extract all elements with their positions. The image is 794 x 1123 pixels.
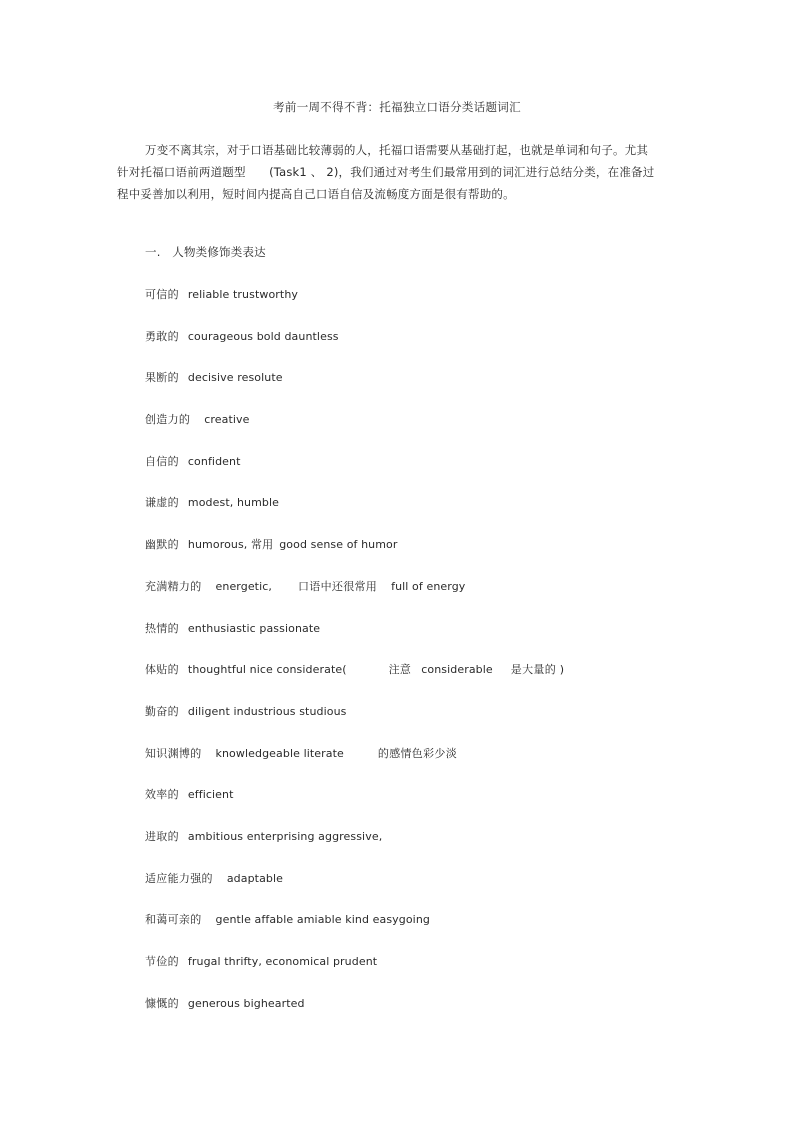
vocab-term-zh: 勤奋的 xyxy=(145,704,179,718)
vocab-term-en: ambitious enterprising aggressive, xyxy=(187,829,383,843)
vocab-term-en: adaptable xyxy=(226,871,284,885)
vocab-term-en: confident xyxy=(187,454,241,468)
vocab-term-en: energetic, xyxy=(215,579,272,593)
vocab-tail: 是大量的 ) xyxy=(510,663,565,677)
vocab-extra-zh: 的感情色彩少淡 xyxy=(377,746,458,760)
vocab-term-en: enthusiastic passionate xyxy=(187,621,321,635)
vocab-term-en: thoughtful nice considerate( xyxy=(187,663,347,677)
vocab-term-en: decisive resolute xyxy=(187,371,283,385)
vocab-term-zh: 慷慨的 xyxy=(145,996,179,1010)
vocab-term-zh: 节俭的 xyxy=(145,955,179,968)
vocab-term-en: generous bighearted xyxy=(187,996,305,1010)
vocab-term-en: reliable trustworthy xyxy=(187,288,299,301)
intro-paragraph: 万变不离其宗，对于口语基础比较薄弱的人，托福口语需要从基础打起，也就是单词和句子。尤其针对托福口语前两道题型 (Task1 、 2)，我们通过对考生们最常用到的词汇进行总结分类，在准备过程中妥善加以利用，短时间内提高自己口语自信及流畅度方面是很有帮助的。 xyxy=(117,143,655,201)
vocab-extra-zh: 口语中还很常用 xyxy=(298,579,378,593)
vocab-item xyxy=(145,412,564,454)
vocab-item xyxy=(145,621,564,663)
vocab-term-zh: 勇敢的 xyxy=(145,329,179,343)
vocab-term-zh: 知识渊博的 xyxy=(145,746,202,760)
vocab-extra-en: full of energy xyxy=(391,579,466,593)
vocab-term-zh: 和蔼可亲的 xyxy=(145,913,202,927)
vocab-item xyxy=(145,996,564,1038)
page-title: 考前一周不得不背：托福独立口语分类话题词汇 xyxy=(273,100,521,114)
vocab-item xyxy=(145,704,564,746)
vocab-term-zh: 热情的 xyxy=(145,621,179,635)
vocab-item xyxy=(145,829,564,871)
vocab-item xyxy=(145,954,564,996)
vocab-item xyxy=(145,537,564,579)
vocab-term-en: diligent industrious studious xyxy=(187,704,347,718)
vocab-term-zh: 创造力的 xyxy=(145,413,191,427)
vocab-item xyxy=(145,662,564,704)
vocab-term-en: frugal thrifty, economical prudent xyxy=(187,955,378,968)
vocab-item xyxy=(145,495,564,537)
vocab-item xyxy=(145,454,564,496)
vocab-term-zh: 进取的 xyxy=(145,829,179,843)
vocab-term-en: creative xyxy=(204,413,250,427)
vocab-term-en: modest, humble xyxy=(187,496,280,510)
vocab-extra-en: good sense of humor xyxy=(279,538,398,552)
vocab-item xyxy=(145,329,564,371)
vocab-item xyxy=(145,579,564,621)
vocab-item xyxy=(145,746,564,788)
vocab-item xyxy=(145,787,564,829)
vocab-extra-zh: 注意 xyxy=(388,663,412,677)
vocab-term-en: courageous bold dauntless xyxy=(187,329,339,343)
vocab-term-zh: 幽默的 xyxy=(145,538,179,552)
vocab-term-zh: 谦虚的 xyxy=(145,496,179,510)
vocab-list xyxy=(145,287,564,1037)
vocab-extra-en: considerable xyxy=(421,663,493,677)
vocab-term-en: knowledgeable literate xyxy=(215,746,344,760)
vocab-item xyxy=(145,370,564,412)
vocab-item xyxy=(145,287,564,329)
vocab-term-en: humorous, 常用 xyxy=(187,538,274,552)
vocab-term-zh: 可信的 xyxy=(145,288,179,301)
vocab-term-en: gentle affable amiable kind easygoing xyxy=(215,913,430,927)
vocab-term-zh: 果断的 xyxy=(145,371,179,385)
vocab-item xyxy=(145,871,564,913)
vocab-term-zh: 体贴的 xyxy=(145,663,179,677)
vocab-item xyxy=(145,912,564,954)
section-heading: 一. 人物类修饰类表达 xyxy=(145,245,266,259)
vocab-term-zh: 适应能力强的 xyxy=(145,871,213,885)
vocab-term-zh: 效率的 xyxy=(145,788,179,802)
vocab-term-en: efficient xyxy=(187,788,234,802)
vocab-term-zh: 自信的 xyxy=(145,454,179,468)
vocab-term-zh: 充满精力的 xyxy=(145,579,202,593)
